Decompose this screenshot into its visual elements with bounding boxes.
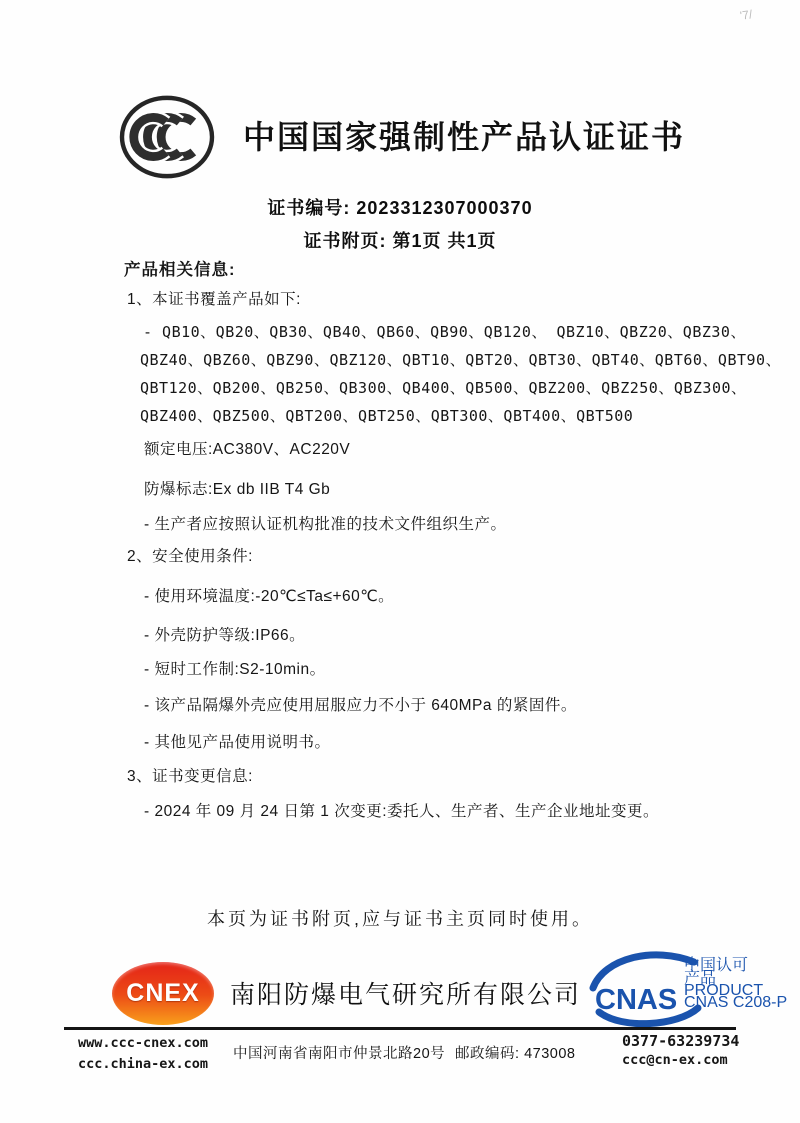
footer-email: ccc@cn-ex.com <box>622 1052 728 1068</box>
issuer-company-name: 南阳防爆电气研究所有限公司 <box>230 981 582 1009</box>
page-title: 中国国家强制性产品认证证书 <box>243 119 686 155</box>
postcode-label: 邮政编码: <box>455 1046 520 1062</box>
duty-cycle-line: - 短时工作制:S2-10min。 <box>144 661 326 678</box>
attachment-page-label: 证书附页: <box>303 231 387 251</box>
fastener-requirement-line: - 该产品隔爆外壳应使用屈服应力不小于 640MPa 的紧固件。 <box>144 697 577 714</box>
production-note-line: - 生产者应按照认证机构批准的技术文件组织生产。 <box>144 516 507 533</box>
cnas-text-cn-accredit: 中国认可 <box>684 957 749 974</box>
attachment-page-value: 第1页 共1页 <box>392 231 497 251</box>
footer-contact <box>622 1031 739 1069</box>
change-info-heading: 3、证书变更信息: <box>127 768 253 785</box>
ccc-logo-icon <box>118 92 216 187</box>
footer-websites <box>78 1033 208 1075</box>
ambient-temperature-line: - 使用环境温度:-20℃≤Ta≤+60℃。 <box>144 588 395 605</box>
cnas-text-product-en: PRODUCT <box>684 982 764 999</box>
cnex-logo <box>112 962 214 1025</box>
website-url-2: ccc.china-ex.com <box>78 1056 209 1072</box>
ex-marking-line: 防爆标志:Ex db IIB T4 Gb <box>144 481 331 498</box>
certificate-number-value: 2023312307000370 <box>356 198 533 218</box>
attachment-usage-note: 本页为证书附页,应与证书主页同时使用。 <box>207 909 593 929</box>
cnas-logo-label: CNAS <box>595 984 678 1016</box>
footer-postcode <box>455 1042 575 1063</box>
attachment-page-line <box>0 227 800 253</box>
cnas-text-product-cn: 产品 <box>684 970 717 987</box>
product-models-line-3: QBT120、QB200、QB250、QB300、QB400、QB500、QBZ200、QBZ250、QBZ300、 <box>140 379 747 397</box>
safety-conditions-heading: 2、安全使用条件: <box>127 548 253 565</box>
rated-voltage-line: 额定电压:AC380V、AC220V <box>144 441 351 458</box>
certificate-number-line <box>0 194 800 220</box>
pen-mark: '7/ <box>739 7 754 23</box>
change-record-line: - 2024 年 09 月 24 日第 1 次变更:委托人、生产者、生产企业地址变更。 <box>144 803 660 820</box>
postcode-value: 473008 <box>524 1046 576 1062</box>
footer-phone: 0377-63239734 <box>622 1032 740 1050</box>
footer-address: 中国河南省南阳市仲景北路20号 <box>233 1046 446 1062</box>
product-models-line-1: - QB10、QB20、QB30、QB40、QB60、QB90、QB120、 QBZ10、QBZ20、QBZ30、 <box>143 323 746 341</box>
product-models-line-2: QBZ40、QBZ60、QBZ90、QBZ120、QBT10、QBT20、QBT30、QBT40、QBT60、QBT90、 <box>140 351 782 369</box>
ip-rating-line: - 外壳防护等级:IP66。 <box>144 627 306 644</box>
cnex-logo-label: CNEX <box>126 979 200 1007</box>
product-info-heading: 产品相关信息: <box>124 261 236 279</box>
product-models-line-4: QBZ400、QBZ500、QBT200、QBT250、QBT300、QBT400、QBT500 <box>140 407 634 425</box>
manual-reference-line: - 其他见产品使用说明书。 <box>144 734 331 751</box>
certificate-number-label: 证书编号: <box>267 198 351 218</box>
cnas-logo <box>588 950 788 1032</box>
footer-divider <box>64 1027 736 1030</box>
covered-products-intro: 1、本证书覆盖产品如下: <box>127 291 301 308</box>
cnas-text-cert-code: CNAS C208-P <box>684 994 788 1011</box>
website-url-1: www.ccc-cnex.com <box>78 1035 209 1051</box>
